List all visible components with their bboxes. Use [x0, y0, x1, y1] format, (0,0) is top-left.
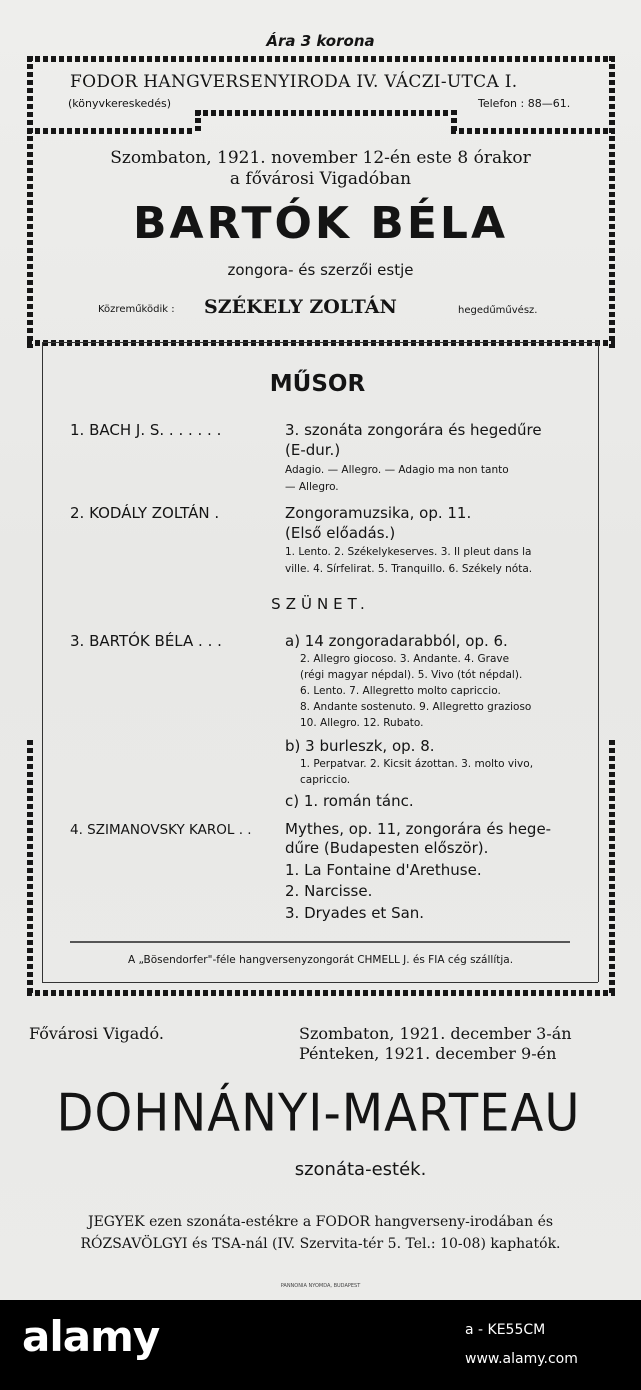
program-item-2-note: (Első előadás.) — [285, 524, 396, 542]
program-item-3-composer: 3. BARTÓK BÉLA . . . — [70, 632, 222, 650]
intermission: SZÜNET. — [271, 595, 370, 613]
program-item-2-title: Zongoramuzsika, op. 11. — [285, 504, 472, 522]
concert-venue: a fővárosi Vigadóban — [229, 169, 412, 189]
program-item-4-composer: 4. SZIMANOVSKY KAROL . . — [70, 822, 252, 838]
program-item-3b-detail-2: capriccio. — [300, 774, 351, 786]
concert-date: Szombaton, 1921. november 12-én este 8 órakor — [110, 148, 531, 168]
piano-note: A „Bösendorfer"-féle hangversenyzongorát CHMELL J. és FIA cég szállítja. — [127, 954, 514, 966]
inner-line-right — [598, 342, 599, 982]
program-item-3a-detail-4: 8. Andante sostenuto. 9. Allegretto grazioso — [300, 701, 532, 713]
program-item-3c-title: c) 1. román tánc. — [285, 792, 414, 810]
program-title: MŰSOR — [269, 371, 366, 397]
program-item-1-movements: Adagio. — Allegro. — Adagio ma non tanto — [285, 464, 509, 476]
program-item-3b-detail-1: 1. Perpatvar. 2. Kicsit ázottan. 3. molto vivo, — [300, 758, 534, 770]
inner-line-bottom — [42, 982, 598, 983]
program-item-2-movements: 1. Lento. 2. Székelykeserves. 3. Il pleut dans la — [285, 546, 532, 558]
concert-subtitle: zongora- és szerzői estje — [227, 261, 414, 279]
program-item-3a-detail-2: (régi magyar népdal). 5. Vivo (tót népdal). — [300, 669, 523, 681]
piano-note-divider — [70, 941, 570, 943]
announcement-venue: Fővárosi Vigadó. — [29, 1024, 164, 1043]
printer-imprint: PANNONIA NYOMDA, BUDAPEST — [280, 1283, 361, 1289]
tickets-line-2: RÓZSAVÖLGYI és TSA-nál (IV. Szervita-tér 5. Tel.: 10-08) kaphatók. — [80, 1236, 561, 1252]
program-item-3a-title: a) 14 zongoradarabból, op. 6. — [285, 632, 508, 650]
program-item-3a-detail-1: 2. Allegro giocoso. 3. Andante. 4. Grave — [300, 653, 510, 665]
announcement-subtitle: szonáta-esték. — [294, 1159, 427, 1180]
guest-label: Közreműködik : — [98, 304, 175, 315]
guest-role: hegedűművész. — [458, 305, 538, 316]
program-item-1-title: 3. szonáta zongorára és hegedűre — [285, 421, 542, 439]
program-item-1-key: (E-dur.) — [285, 441, 341, 459]
frame-top — [27, 56, 615, 62]
watermark-bar — [0, 1300, 641, 1390]
inner-line-top — [42, 342, 598, 343]
program-item-4-line-5: 3. Dryades et San. — [285, 904, 425, 922]
price-line: Ára 3 korona — [266, 32, 375, 50]
frame-header-bottom — [27, 340, 615, 346]
performer-name: BARTÓK BÉLA — [132, 198, 508, 249]
program-item-4-line-4: 2. Narcisse. — [285, 882, 373, 900]
agency-name: FODOR HANGVERSENYIRODA IV. VÁCZI-UTCA I. — [70, 72, 518, 92]
program-item-2-movements-cont: ville. 4. Sírfelirat. 5. Tranquillo. 6. Székely nóta. — [285, 563, 533, 575]
announcement-title: DOHNÁNYI-MARTEAU — [56, 1082, 581, 1144]
program-item-1-composer: 1. BACH J. S. . . . . . . — [70, 421, 222, 439]
program-item-3a-detail-3: 6. Lento. 7. Allegretto molto capriccio. — [300, 685, 501, 697]
agency-subtitle: (könyvkereskedés) — [68, 97, 172, 110]
guest-name: SZÉKELY ZOLTÁN — [204, 296, 397, 318]
program-item-4-line-2: dűre (Budapesten először). — [285, 839, 489, 857]
program-item-1-movements-cont: — Allegro. — [285, 481, 339, 493]
program-item-3b-title: b) 3 burleszk, op. 8. — [285, 737, 435, 755]
program-item-4-line-1: Mythes, op. 11, zongorára és hege- — [285, 820, 552, 838]
frame-mid-left — [27, 128, 195, 134]
inner-line-left — [42, 342, 43, 982]
tickets-line-1: JEGYEK ezen szonáta-estékre a FODOR hangverseny-irodában és — [87, 1214, 554, 1230]
program-item-2-composer: 2. KODÁLY ZOLTÁN . — [70, 504, 220, 522]
announcement-date-2: Pénteken, 1921. december 9-én — [299, 1044, 557, 1063]
frame-mid-right — [451, 128, 615, 134]
watermark-brand: alamy — [22, 1312, 160, 1361]
program-item-4-line-3: 1. La Fontaine d'Arethuse. — [285, 861, 482, 879]
announcement-date-1: Szombaton, 1921. december 3-án — [299, 1024, 572, 1043]
program-item-3a-detail-5: 10. Allegro. 12. Rubato. — [300, 717, 424, 729]
frame-bottom — [27, 990, 615, 996]
watermark-url: www.alamy.com — [465, 1351, 578, 1367]
watermark-image-id: a - KE55CM — [465, 1322, 546, 1338]
frame-mid-center — [195, 110, 451, 116]
agency-phone: Telefon : 88—61. — [478, 97, 571, 110]
